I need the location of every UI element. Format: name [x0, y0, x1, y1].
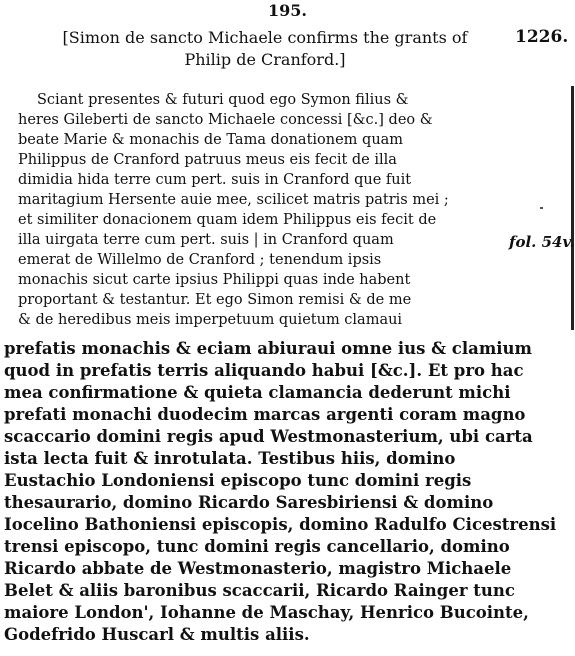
text-line: et similiter donacionem quam idem Philippus eis fecit de	[18, 212, 437, 228]
heading-line-1: [Simon de sancto Michaele confirms the grants of	[62, 28, 468, 47]
text-line: prefatis monachis & eciam abiuraui omne ius & clamium	[4, 339, 532, 358]
text-line: illa uirgata terre cum pert. suis | in Cranford quam	[18, 232, 394, 248]
text-line: Belet & aliis baronibus scaccarii, Ricardo Rainger tunc	[4, 581, 515, 600]
text-line: monachis sicut carte ipsius Philippi quas inde habent	[18, 272, 411, 288]
text-line: heres Gileberti de sancto Michaele concessi [&c.] deo &	[18, 112, 433, 128]
document-heading	[30, 27, 500, 71]
text-line: Eustachio Londoniensi episcopo tunc domini regis	[4, 471, 472, 490]
document-number: 195.	[268, 1, 307, 20]
text-line: emerat de Willelmo de Cranford ; tenendum ipsis	[18, 252, 382, 268]
heading-line-2: Philip de Cranford.]	[184, 50, 346, 69]
text-line: dimidia hida terre cum pert. suis in Cranford que fuit	[18, 172, 412, 188]
text-line: thesaurario, domino Ricardo Saresbiriensi & domino	[4, 493, 494, 512]
scan-edge-rule	[571, 86, 574, 330]
text-line: prefati monachi duodecim marcas argenti coram magno	[4, 405, 526, 424]
text-line: proportant & testantur. Et ego Simon remisi & de me	[18, 292, 412, 308]
document-year: 1226.	[515, 27, 569, 47]
text-line: scaccario domini regis apud Westmonasterium, ubi carta	[4, 427, 533, 446]
text-line: maiore London', Iohanne de Maschay, Henrico Bucointe,	[4, 603, 529, 622]
text-line: Philippus de Cranford patruus meus eis fecit de illa	[18, 152, 397, 168]
text-line: & de heredibus meis imperpetuum quietum clamaui	[18, 312, 403, 328]
text-line: maritagium Hersente auie mee, scilicet matris patris mei ;	[18, 192, 449, 208]
scan-speck	[540, 207, 543, 209]
text-line: Godefrido Huscarl & multis aliis.	[4, 625, 310, 644]
text-line: Ricardo abbate de Westmonasterio, magistro Michaele	[4, 559, 512, 578]
text-line: quod in prefatis terris aliquando habui [&c.]. Et pro hac	[4, 361, 524, 380]
text-line: mea confirmatione & quieta clamancia dederunt michi	[4, 383, 511, 402]
text-line: ista lecta fuit & inrotulata. Testibus hiis, domino	[4, 449, 456, 468]
text-line: Sciant presentes & futuri quod ego Symon filius &	[37, 92, 409, 108]
folio-margin-note: fol. 54v.	[509, 233, 575, 251]
text-line: beate Marie & monachis de Tama donationem quam	[18, 132, 404, 148]
text-line: trensi episcopo, tunc domini regis cancellario, domino	[4, 537, 510, 556]
text-line: Iocelino Bathoniensi episcopis, domino Radulfo Cicestrensi	[4, 515, 557, 534]
